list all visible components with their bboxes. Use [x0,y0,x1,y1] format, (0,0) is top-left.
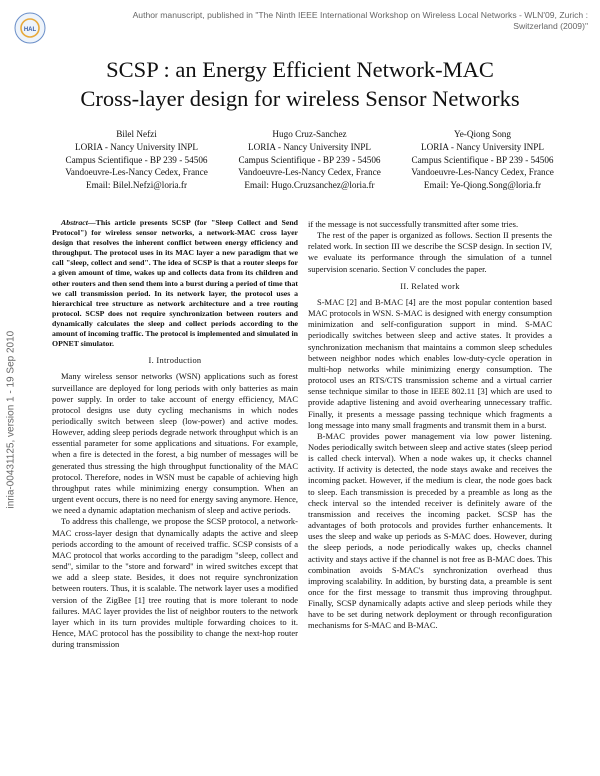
author-name: Bilel Nefzi [116,129,157,139]
author-1 [50,128,223,192]
paper-title [40,55,560,113]
right-column [308,219,552,632]
paragraph: if the message is not successfully transmitted after some tries. [308,219,519,229]
paragraph: The rest of the paper is organized as follows. Section II presents the related work. In section III we describe the SCSP design. In section IV, we evaluate its performance through the simulation of a tunnel supervision scenario. Section V concludes the paper. [308,230,552,274]
title-line-2: Cross-layer design for wireless Sensor Networks [80,86,520,111]
author-3 [396,128,569,192]
author-email: Email: Ye-Qiong.Song@loria.fr [423,180,542,191]
author-name: Hugo Cruz-Sanchez [272,129,347,139]
author-affiliation: LORIA - Nancy University INPL [75,141,198,152]
section-heading-introduction: I. Introduction [148,356,202,366]
author-address: Vandoeuvre-Les-Nancy Cedex, France [411,167,554,178]
abstract-text: —This article presents SCSP (for "Sleep Collect and Send Protocol") for wireless sensor networks, a network-MAC cross layer design that resolves the inherent conflict between energy efficiency and throughput. The protocol uses in its MAC layer a new paradigm that we call "sleep, collect and send". The idea of SCSP is that a router sleeps for a given amount of time, wakes up and collects data from its children and other routers and then send them into a burst during a period of time that we call transmission period. In its network layer, the protocol uses a hierarchical tree structure as network architecture and a tree routing protocol. SCSP does not require synchronization between routers and dynamically calculates the sleep and collect periods according to the amount of incoming traffic. The protocol is implemented and simulated in OPNET simulator. [52,218,298,349]
hal-id-stamp: inria-00431125, version 1 - 19 Sep 2010 [5,330,17,509]
author-address: Campus Scientifique - BP 239 - 54506 [65,154,208,165]
author-address: Campus Scientifique - BP 239 - 54506 [411,154,554,165]
author-block [50,128,570,192]
hal-logo [10,8,50,48]
manuscript-note: Author manuscript, published in "The Ninth IEEE International Workshop on Wireless Local Networks - WLN'09, Zurich : Switzerland (2009)" [132,10,588,31]
section-heading-related-work: II. Related work [400,281,460,291]
author-address: Campus Scientifique - BP 239 - 54506 [238,154,381,165]
abstract [52,218,298,349]
paragraph: B-MAC provides power management via low power listening. Nodes periodically switch between sleep and active states (sleep period is called check interval). When a node wakes up, it checks channel activity. If activity is detected, the node stays awake and receives the incoming packet. However, if the medium is clear, the node goes back to sleep. Each transmission is preceded by a preamble as long as the check interval so the intended receiver is definitely aware of the transmission and receives the incoming packet. SCSP has the advantages of both protocols and provides further enhancements. It uses the sleep and wake up periods as S-MAC does. However, during the sleep periods, a node periodically wakes up, checks channel activity and stays active if the channel is not free as B-MAC does. This combination avoids S-MAC's synchronization overhead thus improving scalability. In addition, by bursting data, a preamble is sent once for the first message to transmit thus improving throughput. Finally, SCSP dynamically adapts active and sleep periods while they have to be set during network deployment or through reconfiguration mechanisms for S-MAC and B-MAC. [308,430,552,631]
author-email: Email: Hugo.Cruzsanchez@loria.fr [244,180,375,191]
left-column [52,218,298,650]
author-address: Vandoeuvre-Les-Nancy Cedex, France [238,167,381,178]
author-affiliation: LORIA - Nancy University INPL [248,141,371,152]
paragraph: To address this challenge, we propose the SCSP protocol, a network-MAC cross-layer design that dynamically adapts the active and sleep periods according to the amount of received traffic. SCSP consists of a MAC protocol that works according to the paradigm "sleep, collect and send", similar to the "store and forward" in wired switches except that we add a sleep state. Besides, it does not require synchronization between routers. Thus, it is scalable. The network layer uses a modified version of the ZigBee [1] tree routing that is more tolerant to node failures. MAC layer provides the list of neighbor routers to the network layer which in its turn provides multiple forwarding choices to it. Hence, MAC protocol has the possibility to change the next-hop router during transmission [52,516,298,650]
svg-text:HAL: HAL [23,27,37,33]
abstract-label: Abstract [61,218,88,227]
paragraph: Many wireless sensor networks (WSN) applications such as forest surveillance are deployed for long periods with only batteries as main power supply. In order to take account of energy efficiency, MAC protocol designs use duty cycling mechanisms in which nodes periodically switch between sleep (low-power) and active modes. However, adding sleep periods degrade network throughput which is an essential parameter for some applications and situations. For example, when a fire is detected in the forest, a big number of messages will be generated thus stressing the high throughput functionality of the MAC protocol. Therefore, nodes in WSN must be capable of achieving high throughput rates while minimizing energy consumption. When an urgent event occurs, there is no need for energy saving anymore. Hence, we need a dynamic adaptation mechanism of sleep and active periods. [52,371,298,516]
author-affiliation: LORIA - Nancy University INPL [421,141,544,152]
paragraph: S-MAC [2] and B-MAC [4] are the most popular contention based MAC protocols in WSN. S-MAC is designed with energy consumption minimization and self-configuration support in mind. S-MAC periodically switches between sleep and active states. It provides a synchronization mechanism that maintains a common sleep schedules between neighbor nodes which enables low-duty-cycle operation in multi-hop networks while minimizing energy consumption. The protocol uses an RTS/CTS transmission scheme and a virtual carrier sense technique similar to those in IEEE 802.11 [3] which are used to provide adaptive listening and avoid overhearing unnecessary traffic. Finally, it presents a message passing technique which fragments a long message into many small fragments and transmit them in a burst. [308,296,552,430]
author-2 [223,128,396,192]
author-email: Email: Bilel.Nefzi@loria.fr [85,180,188,191]
title-line-1: SCSP : an Energy Efficient Network-MAC [106,57,494,82]
author-address: Vandoeuvre-Les-Nancy Cedex, France [65,167,208,178]
author-name: Ye-Qiong Song [453,129,511,139]
